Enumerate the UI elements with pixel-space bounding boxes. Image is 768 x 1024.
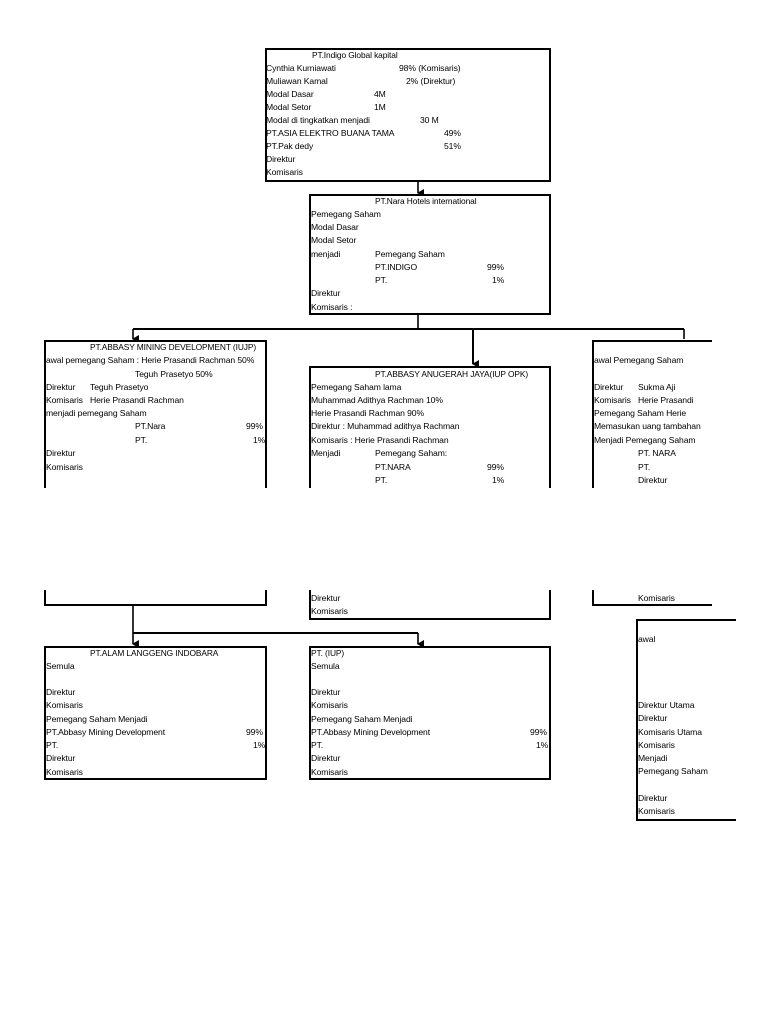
iup-r4: Pemegang Saham Menjadi: [311, 714, 413, 724]
alam-r6a: PT.: [46, 740, 59, 750]
anugerah-r10: Komisaris: [311, 606, 348, 616]
mining-r4b: Herie Prasandi Rachman: [90, 395, 184, 405]
right-r8: Direktur: [638, 793, 668, 803]
right-r6: Menjadi: [638, 753, 668, 763]
indigo-r7-name: PT.Pak dedy: [266, 141, 314, 151]
indigo-r6-name: PT.ASIA ELEKTRO BUANA TAMA: [266, 128, 395, 138]
anugerah-title: PT.ABBASY ANUGERAH JAYA(IUP OPK): [375, 369, 529, 379]
right-box-clip: [636, 619, 708, 821]
iup-r5a: PT.Abbasy Mining Development: [311, 727, 431, 737]
mining-r9: Komisaris: [46, 462, 83, 472]
anugerah-r6b: Pemegang Saham:: [375, 448, 448, 458]
alam-r4: Pemegang Saham Menjadi: [46, 714, 148, 724]
anugerah-r3: Herie Prasandi Rachman 90%: [311, 408, 424, 418]
nara-r2: Modal Dasar: [311, 222, 359, 232]
third-r8: PT.: [638, 462, 651, 472]
anugerah-r5: Komisaris : Herie Prasandi Rachman: [311, 435, 449, 445]
third-r7: PT. NARA: [638, 448, 676, 458]
right-r9: Komisaris: [638, 806, 675, 816]
iup-r3: Komisaris: [311, 700, 348, 710]
mining-r1: awal pemegang Saham : Herie Prasandi Rachman 50%: [46, 355, 255, 365]
indigo-r2-name: Muliawan Kamal: [266, 76, 328, 86]
third-r9: Direktur: [638, 475, 668, 485]
iup-r6a: PT.: [311, 740, 324, 750]
mining-r4a: Komisaris: [46, 395, 83, 405]
anugerah-r4: Direktur : Muhammad adithya Rachman: [311, 421, 460, 431]
third-r2a: Direktur: [594, 382, 624, 392]
mining-r7b: 1%: [253, 435, 266, 445]
anugerah-r9: Direktur: [311, 593, 341, 603]
indigo-r1-val: 98% (Komisaris): [399, 63, 461, 73]
anugerah-r7b: 99%: [487, 462, 504, 472]
mining-r8: Direktur: [46, 448, 76, 458]
nara-r5a: PT.INDIGO: [375, 262, 418, 272]
alam-r3: Komisaris: [46, 700, 83, 710]
iup-r7: Direktur: [311, 753, 341, 763]
indigo-r9: Komisaris: [266, 167, 303, 177]
indigo-r2-val: 2% (Direktur): [406, 76, 456, 86]
right-r2: Direktur Utama: [638, 700, 695, 710]
right-r1: awal: [638, 634, 656, 644]
anugerah-r2: Muhammad Adithya Rachman 10%: [311, 395, 443, 405]
anugerah-r1: Pemegang Saham lama: [311, 382, 402, 392]
third-r1: awal Pemegang Saham: [594, 355, 684, 365]
mining-r6b: 99%: [246, 421, 263, 431]
nara-r4a: menjadi: [311, 249, 341, 259]
right-r3: Direktur: [638, 713, 668, 723]
mining-r6a: PT.Nara: [135, 421, 166, 431]
iup-r2: Direktur: [311, 687, 341, 697]
indigo-r6-val: 49%: [444, 128, 461, 138]
third-r5: Memasukan uang tambahan: [594, 421, 701, 431]
indigo-r4-val: 1M: [374, 102, 386, 112]
nara-r8: Komisaris :: [311, 302, 353, 312]
right-r5: Komisaris: [638, 740, 675, 750]
third-r2b: Sukma Aji: [638, 382, 676, 392]
mining-r5: menjadi pemegang Saham: [46, 408, 147, 418]
third-r4: Pemegang Saham Herie: [594, 408, 687, 418]
indigo-r7-val: 51%: [444, 141, 461, 151]
right-r4: Komisaris Utama: [638, 727, 702, 737]
alam-r1: Semula: [46, 661, 75, 671]
mining-title: PT.ABBASY MINING DEVELOPMENT (IUJP): [90, 342, 257, 352]
indigo-r3-val: 4M: [374, 89, 386, 99]
anugerah-r6a: Menjadi: [311, 448, 341, 458]
iup-r5b: 99%: [530, 727, 547, 737]
nara-r3: Modal Setor: [311, 235, 357, 245]
alam-r5a: PT.Abbasy Mining Development: [46, 727, 166, 737]
indigo-r5-name: Modal di tingkatkan menjadi: [266, 115, 370, 125]
indigo-r5-val: 30 M: [420, 115, 439, 125]
indigo-r4-name: Modal Setor: [266, 102, 312, 112]
anugerah-r8a: PT.: [375, 475, 388, 485]
alam-r7: Direktur: [46, 753, 76, 763]
nara-r4b: Pemegang Saham: [375, 249, 445, 259]
anugerah-r8b: 1%: [492, 475, 505, 485]
nara-r7: Direktur: [311, 288, 341, 298]
third-r3a: Komisaris: [594, 395, 631, 405]
third-r3b: Herie Prasandi: [638, 395, 694, 405]
nara-r5b: 99%: [487, 262, 504, 272]
indigo-r8: Direktur: [266, 154, 296, 164]
alam-r6b: 1%: [253, 740, 266, 750]
iup-r1: Semula: [311, 661, 340, 671]
indigo-title: PT.Indigo Global kapital: [312, 50, 398, 60]
mining-r2: Teguh Prasetyo 50%: [135, 369, 213, 379]
alam-r5b: 99%: [246, 727, 263, 737]
alam-title: PT.ALAM LANGGENG INDOBARA: [90, 648, 219, 658]
third-r10: Komisaris: [638, 593, 675, 603]
iup-title: PT. (IUP): [311, 648, 345, 658]
third-box-clip: [592, 340, 701, 610]
indigo-r1-name: Cynthia Kurniawati: [266, 63, 336, 73]
alam-r8: Komisaris: [46, 767, 83, 777]
mining-r3a: Direktur: [46, 382, 76, 392]
alam-r2: Direktur: [46, 687, 76, 697]
nara-r1: Pemegang Saham: [311, 209, 381, 219]
nara-r6a: PT.: [375, 275, 388, 285]
mining-r3b: Teguh Prasetyo: [90, 382, 149, 392]
iup-r8: Komisaris: [311, 767, 348, 777]
indigo-r3-name: Modal Dasar: [266, 89, 314, 99]
iup-r6b: 1%: [536, 740, 549, 750]
right-r7: Pemegang Saham: [638, 766, 708, 776]
mining-r7a: PT.: [135, 435, 148, 445]
mining-box-bottom: [44, 590, 267, 606]
nara-title: PT.Nara Hotels international: [375, 196, 477, 206]
nara-r6b: 1%: [492, 275, 505, 285]
anugerah-r7a: PT.NARA: [375, 462, 411, 472]
third-r6: Menjadi Pemegang Saham: [594, 435, 696, 445]
